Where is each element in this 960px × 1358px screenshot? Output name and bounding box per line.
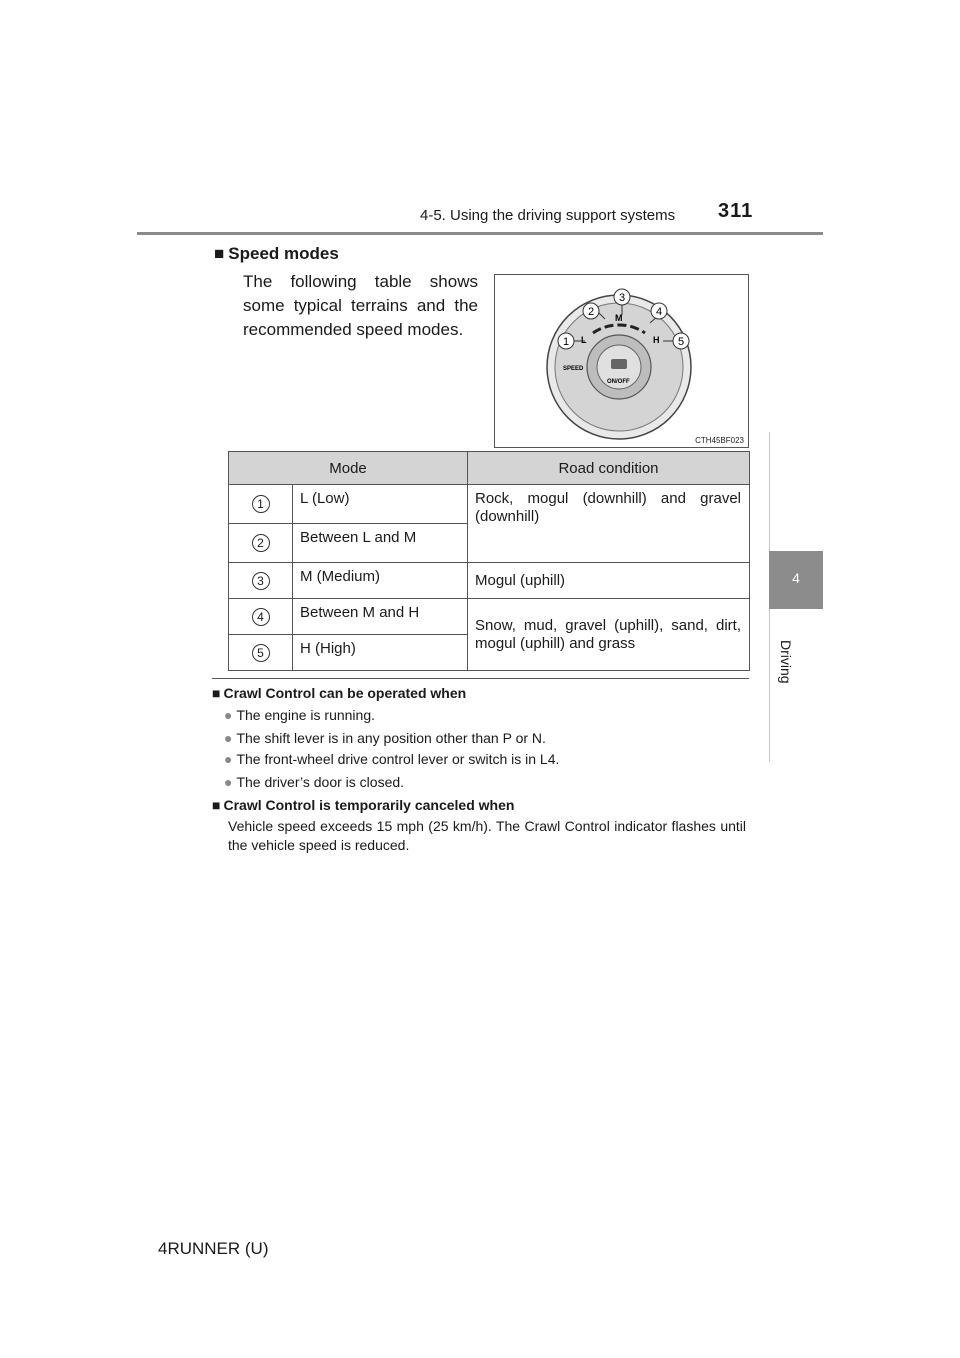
speed-modes-intro: The following table shows some typical terrains and the recommended speed modes. <box>243 272 478 339</box>
figure-code: CTH45BF023 <box>695 436 744 445</box>
side-chapter-label: Driving <box>778 640 794 684</box>
header-rule <box>137 232 823 235</box>
bullet-icon: ● <box>224 730 233 746</box>
crawl-canceled-title: Crawl Control is temporarily canceled when <box>223 797 515 813</box>
callout-2-text: 2 <box>587 306 595 318</box>
list-item: ● The engine is running. <box>224 707 376 723</box>
side-chapter-number: 4 <box>792 570 800 586</box>
dial-label-onoff: ON/OFF <box>607 379 630 385</box>
mode-cell: M (Medium) <box>293 563 468 599</box>
section-rule <box>212 678 749 679</box>
bullet-icon: ● <box>224 751 233 767</box>
bullet-icon: ● <box>224 707 233 723</box>
list-item: ● The driver’s door is closed. <box>224 774 405 790</box>
bullet-icon: ● <box>224 774 233 790</box>
dial-label-m: M <box>615 313 623 323</box>
footer-model-name: 4RUNNER (U) <box>158 1239 269 1258</box>
mode-cell: Between L and M <box>293 524 468 563</box>
speed-dial-illustration <box>495 275 750 449</box>
dial-label-l: L <box>581 335 587 345</box>
table-header-mode: Mode <box>229 452 468 485</box>
table-header-condition: Road condition <box>468 452 750 485</box>
list-item: ● The shift lever is in any position other than P or N. <box>224 730 546 746</box>
table-row <box>229 599 750 635</box>
list-item: ● The front-wheel drive control lever or switch is in L4. <box>224 751 560 767</box>
row-number-badge: 3 <box>252 572 270 590</box>
dial-label-h: H <box>653 335 660 345</box>
row-number-badge: 4 <box>252 608 270 626</box>
speed-modes-heading <box>214 244 339 264</box>
header-section-title: 4-5. Using the driving support systems <box>420 207 676 224</box>
callout-1-text: 1 <box>562 336 570 348</box>
section-marker: ■ <box>214 244 225 263</box>
mode-cell: Between M and H <box>293 599 468 635</box>
table-row <box>229 485 750 524</box>
crawl-canceled-heading <box>212 797 514 813</box>
callout-5-text: 5 <box>677 336 685 348</box>
row-number-badge: 2 <box>252 534 270 552</box>
speed-modes-title: Speed modes <box>228 244 339 263</box>
crawl-icon <box>611 359 627 369</box>
crawl-operated-title: Crawl Control can be operated when <box>223 685 467 701</box>
crawl-operated-heading <box>212 685 466 701</box>
section-marker: ■ <box>212 797 221 813</box>
mode-cell: H (High) <box>293 635 468 671</box>
row-number-badge: 5 <box>252 644 270 662</box>
mode-cell: L (Low) <box>293 485 468 524</box>
row-number-badge: 1 <box>252 495 270 513</box>
condition-cell: Mogul (uphill) <box>468 563 750 599</box>
condition-cell: Rock, mogul (downhill) and gravel (downhill) <box>468 485 750 563</box>
section-marker: ■ <box>212 685 221 701</box>
callout-4-text: 4 <box>655 306 663 318</box>
speed-mode-table <box>228 451 750 671</box>
page-number: 311 <box>718 200 754 222</box>
crawl-canceled-body: Vehicle speed exceeds 15 mph (25 km/h). The Crawl Control indicator flashes until the vehicle speed is reduced. <box>228 818 746 853</box>
condition-cell: Snow, mud, gravel (uphill), sand, dirt, mogul (uphill) and grass <box>468 599 750 671</box>
callout-3-text: 3 <box>618 292 626 304</box>
table-row <box>229 563 750 599</box>
speed-dial-figure <box>494 274 749 448</box>
dial-label-speed: SPEED <box>563 366 584 372</box>
